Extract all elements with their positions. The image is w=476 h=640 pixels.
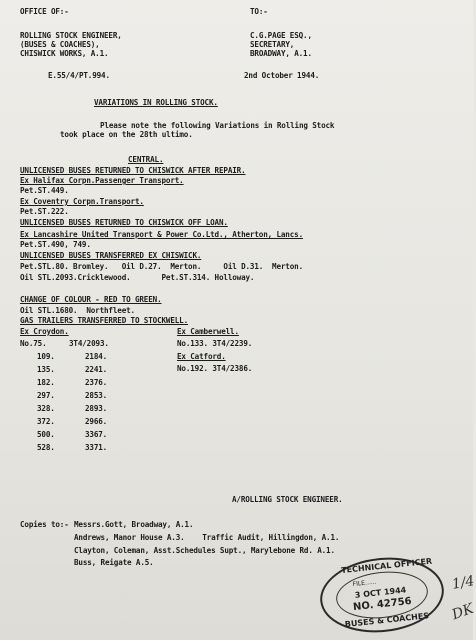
catford-line: No.192. 3T4/2386. [177, 364, 253, 373]
stamp-number: NO. 42756 [352, 595, 413, 614]
croydon-trailer-5: 2853. [85, 391, 108, 400]
croydon-no-9: 528. [37, 443, 55, 452]
reference: E.55/4/PT.994. [48, 71, 110, 80]
from-line-3: CHISWICK WORKS, A.1. [20, 49, 109, 58]
croydon-no-5: 297. [37, 391, 55, 400]
lancashire-line: Pet.ST.490, 749. [20, 240, 91, 249]
technical-officer-stamp [316, 552, 447, 639]
transferred-line-2: Oil STL.2093.Cricklewood. Pet.ST.314. Holloway. [20, 273, 255, 282]
trailers-heading: GAS TRAILERS TRANSFERRED TO STOCKWELL. [20, 316, 189, 325]
to-line-2: SECRETARY, [250, 40, 295, 49]
offloan-heading: UNLICENSED BUSES RETURNED TO CHISWICK OFF LOAN. [20, 218, 228, 227]
intro-line-2: took place on the 28th ultimo. [60, 130, 193, 139]
lancashire-heading: Ex Lancashire United Transport & Power Co.Ltd., Atherton, Lancs. [20, 230, 303, 239]
croydon-trailer-9: 3371. [85, 443, 108, 452]
central-heading: CENTRAL. [128, 155, 164, 164]
halifax-line: Pet.ST.449. [20, 186, 69, 195]
stamp-top-text: TECHNICAL OFFICER [340, 556, 433, 576]
copies-line-3: Clayton, Coleman, Asst.Schedules Supt., Marylebone Rd. A.1. [74, 546, 335, 555]
stamp-bottom-text: BUSES & COACHES [344, 611, 430, 630]
coventry-line: Pet.ST.222. [20, 207, 69, 216]
croydon-no-1: No.75. [20, 339, 47, 348]
transferred-line-1: Pet.STL.80. Bromley. Oil D.27. Merton. Oil D.31. Merton. [20, 262, 303, 271]
to-line-3: BROADWAY, A.1. [250, 49, 312, 58]
from-line-2: (BUSES & COACHES), [20, 40, 100, 49]
halifax-heading: Ex Halifax Corpn.Passenger Transport. [20, 176, 184, 185]
croydon-trailer-7: 2966. [85, 417, 108, 426]
to-label: TO:- [250, 7, 268, 16]
camberwell-line: No.133. 3T4/2239. [177, 339, 253, 348]
croydon-no-6: 328. [37, 404, 55, 413]
copies-line-2: Andrews, Manor House A.3. Traffic Audit, Hillingdon, A.1. [74, 533, 340, 542]
coventry-heading: Ex Coventry Corpn.Transport. [20, 197, 144, 206]
intro-line-1: Please note the following Variations in Rolling Stock [100, 121, 335, 130]
copies-line-1: Messrs.Gott, Broadway, A.1. [74, 520, 194, 529]
from-line-1: ROLLING STOCK ENGINEER, [20, 31, 122, 40]
from-label: OFFICE OF:- [20, 7, 69, 16]
handwritten-initials: DK [449, 600, 476, 624]
colour-heading: CHANGE OF COLOUR - RED TO GREEN. [20, 295, 162, 304]
croydon-no-8: 500. [37, 430, 55, 439]
date: 2nd October 1944. [244, 71, 320, 80]
colour-line: Oil STL.1680. Northfleet. [20, 306, 135, 315]
catford-heading: Ex Catford. [177, 352, 226, 361]
to-line-1: C.G.PAGE ESQ., [250, 31, 312, 40]
croydon-trailer-8: 3367. [85, 430, 108, 439]
croydon-trailer-4: 2376. [85, 378, 108, 387]
croydon-no-3: 135. [37, 365, 55, 374]
stamp-file-text: FILE...... [352, 578, 377, 588]
camberwell-heading: Ex Camberwell. [177, 327, 239, 336]
croydon-no-7: 372. [37, 417, 55, 426]
croydon-trailer-6: 2893. [85, 404, 108, 413]
croydon-trailer-1: 3T4/2093. [69, 339, 109, 348]
croydon-trailer-2: 2184. [85, 352, 108, 361]
stamp-date: 3 OCT 1944 [354, 585, 407, 600]
handwritten-numeral: 1/4 [450, 573, 476, 593]
croydon-no-4: 182. [37, 378, 55, 387]
transferred-heading: UNLICENSED BUSES TRANSFERRED EX CHISWICK. [20, 251, 202, 260]
unlicensed-heading: UNLICENSED BUSES RETURNED TO CHISWICK AFTER REPAIR. [20, 166, 246, 175]
document-title: VARIATIONS IN ROLLING STOCK. [94, 98, 218, 107]
croydon-trailer-3: 2241. [85, 365, 108, 374]
copies-label: Copies to:- [20, 520, 69, 529]
signature-line: A/ROLLING STOCK ENGINEER. [232, 495, 343, 504]
croydon-no-2: 109. [37, 352, 55, 361]
copies-line-4: Buss, Reigate A.5. [74, 558, 154, 567]
croydon-heading: Ex Croydon. [20, 327, 69, 336]
